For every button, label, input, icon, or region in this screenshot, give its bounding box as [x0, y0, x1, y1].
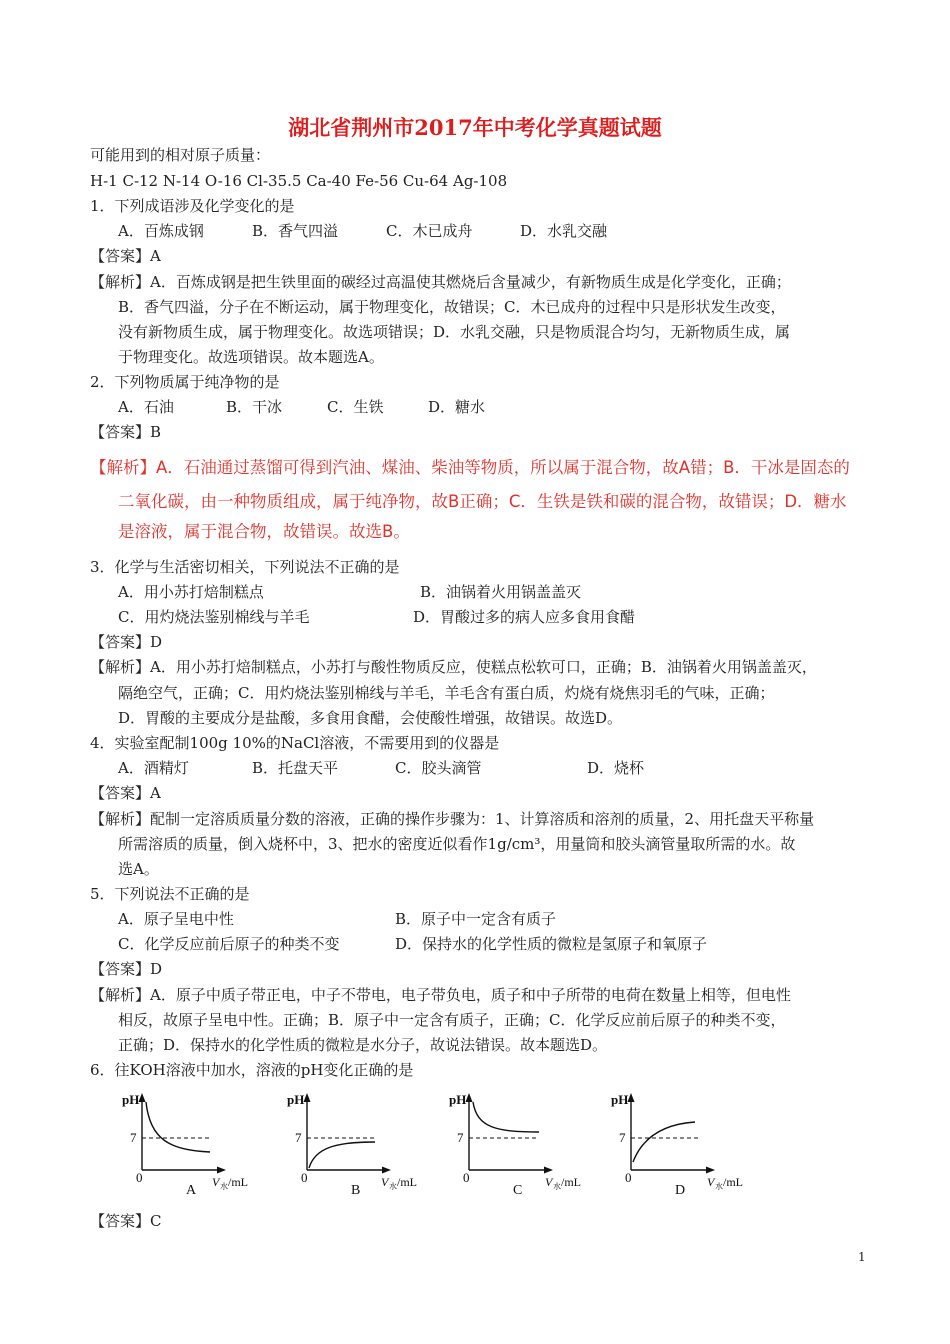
q3-analysis-line: 隔绝空气，正确；C．用灼烧法鉴别棉线与羊毛，羊毛含有蛋白质，灼烧有烧焦羽毛的气味，正确； [118, 684, 775, 702]
q1-analysis-line: 于物理变化。故选项错误。故本题选A。 [118, 348, 384, 366]
atomic-mass-line: H-1 C-12 N-14 O-16 Cl-35.5 Ca-40 Fe-56 Cu-64 Ag-108 [90, 172, 508, 190]
q3-option-a: A．用小苏打焙制糕点 [118, 583, 264, 601]
svg-text:V: V [381, 1175, 389, 1189]
svg-text:V: V [212, 1175, 220, 1189]
svg-text:0: 0 [301, 1170, 308, 1185]
q5-analysis-line: 相反，故原子呈电中性。正确；B．原子中一定含有质子，正确；C．化学反应前后原子的种类不变， [118, 1011, 786, 1029]
q1-option-c: C．木已成舟 [386, 222, 473, 240]
q4-option-a: A．酒精灯 [118, 759, 189, 777]
q2-option-c: C．生铁 [327, 398, 384, 416]
q3-answer: 【答案】D [90, 633, 163, 651]
svg-text:/mL: /mL [561, 1175, 581, 1189]
svg-text:7: 7 [130, 1130, 137, 1145]
svg-text:D: D [675, 1183, 686, 1198]
q5-option-b: B．原子中一定含有质子 [395, 910, 557, 928]
svg-text:0: 0 [625, 1170, 632, 1185]
svg-text:pH: pH [449, 1092, 467, 1107]
q3-option-d: D．胃酸过多的病人应多食用食醋 [413, 608, 636, 626]
svg-text:0: 0 [136, 1170, 143, 1185]
svg-text:pH: pH [287, 1092, 305, 1107]
question-1-stem: 1．下列成语涉及化学变化的是 [90, 197, 295, 215]
svg-text:水: 水 [553, 1182, 561, 1191]
q3-option-b: B．油锅着火用锅盖盖灭 [420, 583, 582, 601]
q5-option-c: C．化学反应前后原子的种类不变 [118, 935, 340, 953]
q4-answer: 【答案】A [90, 784, 161, 802]
ph-graph-b [285, 1090, 430, 1198]
intro-line: 可能用到的相对原子质量： [90, 146, 271, 164]
svg-text:V: V [545, 1175, 553, 1189]
svg-text:V: V [707, 1175, 715, 1189]
svg-text:B: B [351, 1183, 361, 1198]
q1-answer: 【答案】A [90, 247, 161, 265]
q3-option-c: C．用灼烧法鉴别棉线与羊毛 [118, 608, 310, 626]
q1-analysis-line: B．香气四溢，分子在不断运动，属于物理变化，故错误；C．木已成舟的过程中只是形状发生改变， [118, 298, 786, 316]
page-number: 1 [858, 1250, 866, 1264]
question-2-stem: 2．下列物质属于纯净物的是 [90, 373, 280, 391]
question-4-stem: 4．实验室配制100g 10%的NaCl溶液，不需要用到的仪器是 [90, 734, 500, 752]
svg-text:7: 7 [457, 1130, 464, 1145]
q2-analysis-line: 二氧化碳，由一种物质组成，属于纯净物，故B正确；C．生铁是铁和碳的混合物，故错误；D．糖水 [118, 492, 847, 511]
q2-analysis-line: 是溶液，属于混合物，故错误。故选B。 [118, 522, 410, 541]
q4-option-c: C．胶头滴管 [395, 759, 482, 777]
svg-text:A: A [186, 1183, 197, 1198]
svg-text:pH: pH [611, 1092, 629, 1107]
q4-option-b: B．托盘天平 [252, 759, 339, 777]
q1-analysis-line: 没有新物质生成，属于物理变化。故选项错误；D．水乳交融，只是物质混合均匀，无新物质生成，属 [118, 323, 791, 341]
q5-analysis-line: 正确；D．保持水的化学性质的微粒是水分子，故说法错误。故本题选D。 [118, 1036, 608, 1054]
svg-text:/mL: /mL [228, 1175, 248, 1189]
q4-analysis-line: 【解析】配制一定溶质质量分数的溶液，正确的操作步骤为：1、计算溶质和溶剂的质量，2、用托盘天平称量 [90, 810, 815, 828]
q3-analysis-line: 【解析】A．用小苏打焙制糕点，小苏打与酸性物质反应，使糕点松软可口，正确；B．油锅着火用锅盖盖灭， [90, 658, 817, 676]
svg-text:0: 0 [463, 1170, 470, 1185]
q4-analysis-line: 所需溶质的质量，倒入烧杯中，3、把水的密度近似看作1g/cm³，用量筒和胶头滴管量取所需的水。故 [118, 835, 796, 853]
page-title: 湖北省荆州市2017年中考化学真题试题 [288, 115, 662, 140]
svg-text:C: C [513, 1183, 523, 1198]
q2-option-d: D．糖水 [428, 398, 486, 416]
q1-analysis-line: 【解析】A．百炼成钢是把生铁里面的碳经过高温使其燃烧后含量减少，有新物质生成是化学变化，正确； [90, 273, 791, 291]
q1-option-a: A．百炼成钢 [118, 222, 204, 240]
q5-answer: 【答案】D [90, 960, 163, 978]
q4-analysis-line: 选A。 [118, 860, 159, 878]
q2-option-a: A．石油 [118, 398, 174, 416]
q2-analysis-line: 【解析】A．石油通过蒸馏可得到汽油、煤油、柴油等物质，所以属于混合物，故A错；B．干冰是固态的 [90, 458, 850, 477]
q5-option-d: D．保持水的化学性质的微粒是氢原子和氧原子 [395, 935, 708, 953]
question-5-stem: 5．下列说法不正确的是 [90, 885, 250, 903]
svg-text:7: 7 [619, 1130, 626, 1145]
q2-answer: 【答案】B [90, 423, 162, 441]
q5-option-a: A．原子呈电中性 [118, 910, 234, 928]
q4-option-d: D．烧杯 [587, 759, 645, 777]
q1-option-b: B．香气四溢 [252, 222, 339, 240]
svg-text:水: 水 [220, 1182, 228, 1191]
svg-text:/mL: /mL [723, 1175, 743, 1189]
ph-graph-a [120, 1090, 260, 1198]
question-3-stem: 3．化学与生活密切相关，下列说法不正确的是 [90, 558, 400, 576]
q5-analysis-line: 【解析】A．原子中质子带正电，中子不带电，电子带负电，质子和中子所带的电荷在数量上相等，但电性 [90, 986, 791, 1004]
q2-option-b: B．干冰 [226, 398, 283, 416]
svg-text:水: 水 [389, 1182, 397, 1191]
q3-analysis-line: D．胃酸的主要成分是盐酸，多食用食醋，会使酸性增强，故错误。故选D。 [118, 709, 623, 727]
svg-text:7: 7 [295, 1130, 302, 1145]
ph-graph-c [447, 1090, 592, 1198]
svg-text:水: 水 [715, 1182, 723, 1191]
ph-graph-d [609, 1090, 754, 1198]
svg-text:/mL: /mL [397, 1175, 417, 1189]
q1-option-d: D．水乳交融 [520, 222, 608, 240]
q6-answer: 【答案】C [90, 1212, 162, 1230]
question-6-stem: 6．往KOH溶液中加水，溶液的pH变化正确的是 [90, 1061, 414, 1079]
svg-text:pH: pH [122, 1092, 140, 1107]
